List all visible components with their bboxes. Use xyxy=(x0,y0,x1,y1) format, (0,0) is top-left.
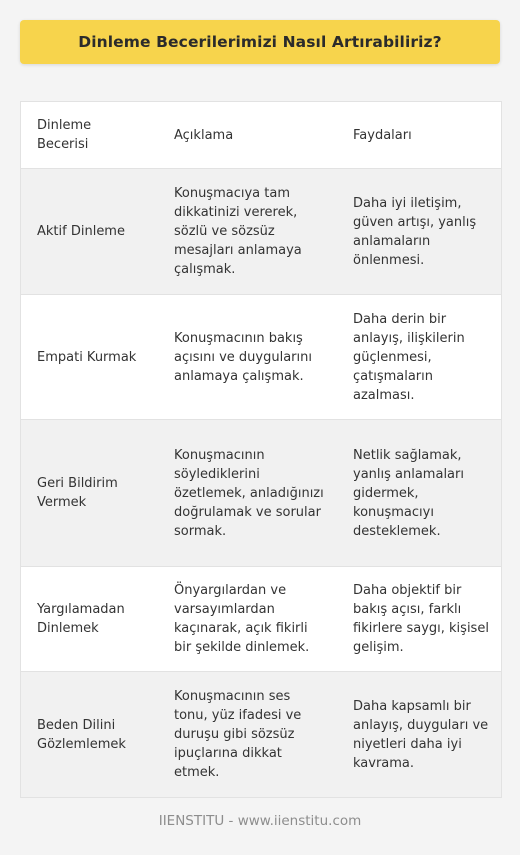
description-cell: Önyargılardan ve varsayımlardan kaçınarak, açık fikirli bir şekilde dinlemek. xyxy=(174,583,310,655)
benefits-cell: Daha kapsamlı bir anlayış, duyguları ve niyetleri daha iyi kavrama. xyxy=(353,698,489,771)
header-skill: Dinleme Becerisi xyxy=(37,118,92,152)
table-header-row xyxy=(21,102,501,168)
description-cell: Konuşmacının ses tonu, yüz ifadesi ve duruşu gibi sözsüz ipuçlarına dikkat etmek. xyxy=(174,689,302,780)
table-row xyxy=(21,671,501,797)
benefits-cell: Daha iyi iletişim, güven artışı, yanlış anlamaların önlenmesi. xyxy=(353,195,477,268)
description-cell: Konuşmacının söylediklerini özetlemek, anladığınızı doğrulamak ve sorular sormak. xyxy=(174,447,324,539)
header-benefits: Faydaları xyxy=(353,127,412,143)
skills-table xyxy=(20,101,502,798)
table-row xyxy=(21,168,501,294)
title-banner xyxy=(20,20,500,64)
benefits-cell: Netlik sağlamak, yanlış anlamaları gidermek, konuşmacıyı desteklemek. xyxy=(353,447,464,539)
table-row xyxy=(21,566,501,671)
description-cell: Konuşmacının bakış açısını ve duygularını anlamaya çalışmak. xyxy=(174,330,312,384)
skill-cell: Geri Bildirim Vermek xyxy=(37,476,118,510)
table-row xyxy=(21,419,501,566)
description-cell: Konuşmacıya tam dikkatinizi vererek, sözlü ve sözsüz mesajları anlamaya çalışmak. xyxy=(174,186,302,277)
header-description: Açıklama xyxy=(174,127,234,143)
skill-cell: Beden Dilini Gözlemlemek xyxy=(37,717,126,752)
footer-credit: IIENSTITU - www.iienstitu.com xyxy=(158,813,362,829)
skill-cell: Yargılamadan Dinlemek xyxy=(37,602,125,636)
page-title: Dinleme Becerilerimizi Nasıl Artırabiliriz? xyxy=(78,33,442,51)
skill-cell: Empati Kurmak xyxy=(37,349,137,365)
table-row xyxy=(21,294,501,419)
skill-cell: Aktif Dinleme xyxy=(37,224,125,239)
benefits-cell: Daha derin bir anlayış, ilişkilerin güçlenmesi, çatışmaların azalması. xyxy=(353,311,465,403)
benefits-cell: Daha objektif bir bakış açısı, farklı fikirlere saygı, kişisel gelişim. xyxy=(353,583,489,655)
